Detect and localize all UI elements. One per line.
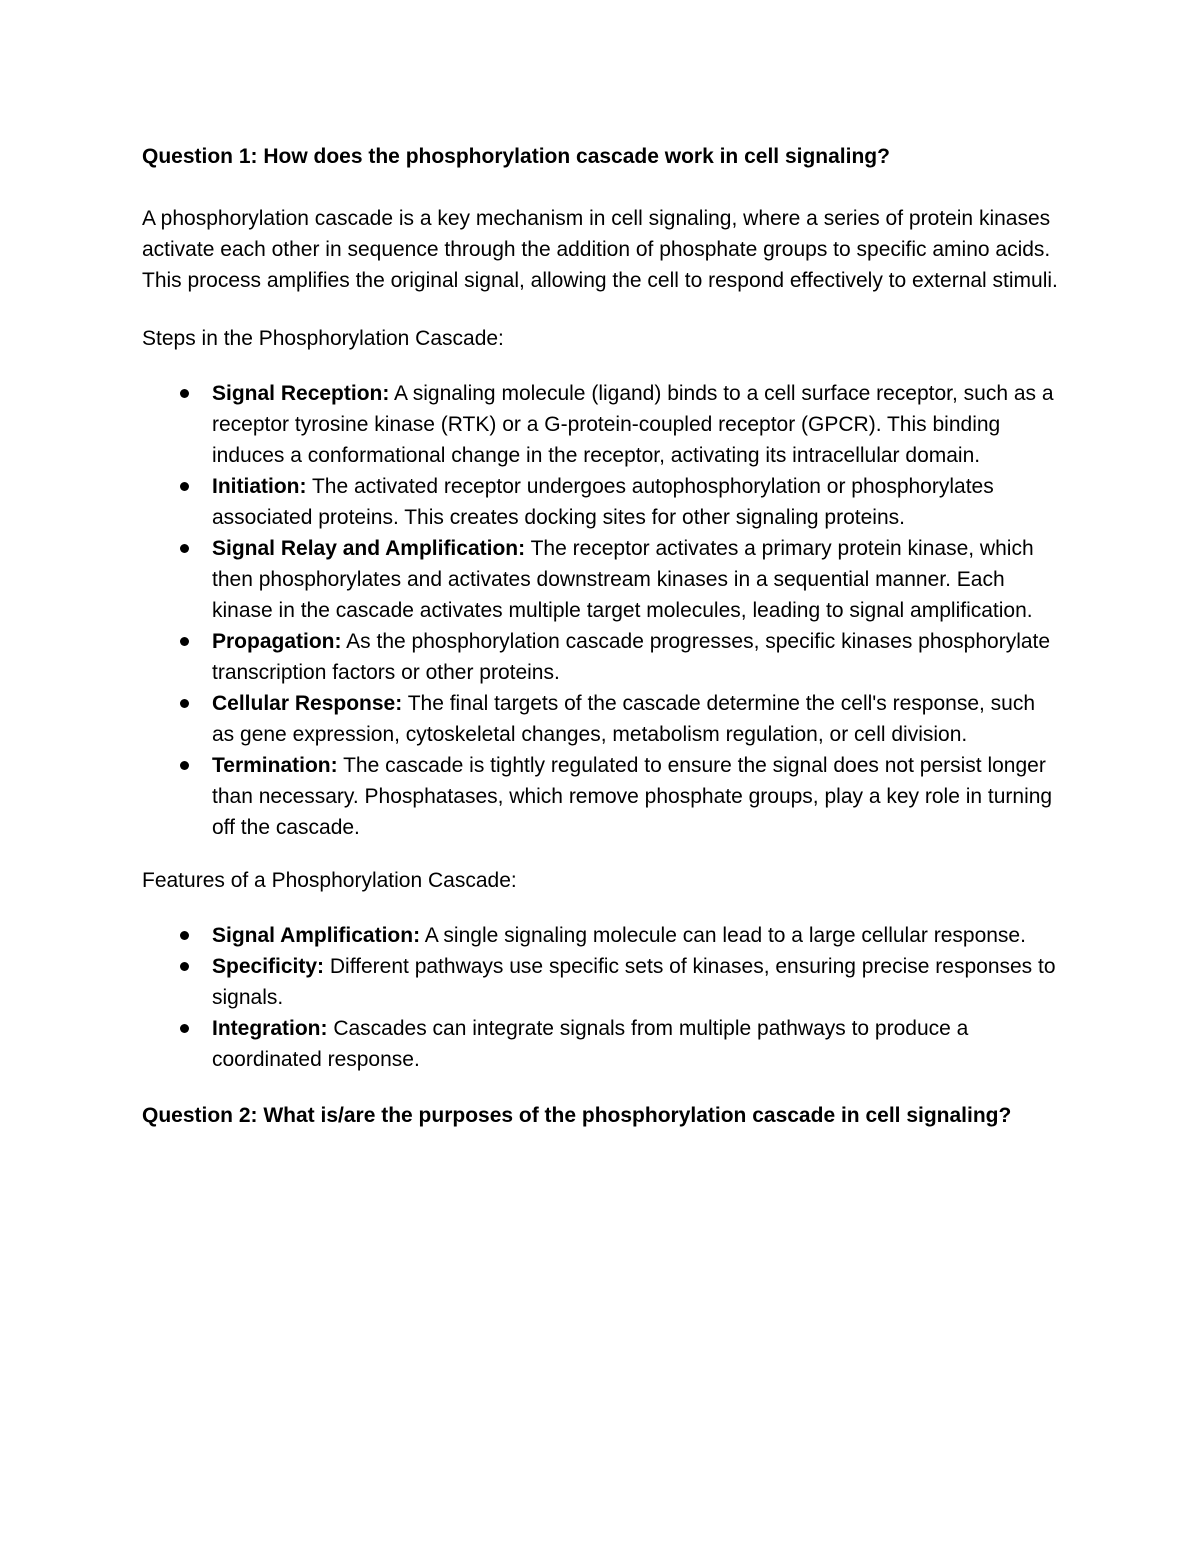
list-item-term: Initiation:	[212, 475, 307, 498]
list-item-text: The cascade is tightly regulated to ensure the signal does not persist longer than necessary. Phosphatases, which remove phosphate groups, play a key role in turning off the cascade.	[212, 754, 1053, 839]
bullet-icon	[180, 389, 189, 398]
list-item-text: A signaling molecule (ligand) binds to a cell surface receptor, such as a receptor tyrosine kinase (RTK) or a G-protein-coupled receptor (GPCR). This binding induces a conformational change in the receptor, activating its intracellular domain.	[212, 382, 1054, 467]
bullet-icon	[180, 931, 189, 940]
intro-paragraph: A phosphorylation cascade is a key mechanism in cell signaling, where a series of protein kinases activate each other in sequence through the addition of phosphate groups to specific amino acids. This process amplifies the original signal, allowing the cell to respond effectively to external stimuli.	[142, 207, 1058, 292]
list-item-text: The receptor activates a primary protein kinase, which then phosphorylates and activates downstream kinases in a sequential manner. Each kinase in the cascade activates multiple target molecules, leading to signal amplification.	[212, 537, 1034, 622]
steps-list	[142, 378, 1062, 843]
list-item-term: Termination:	[212, 754, 338, 777]
bullet-icon	[180, 1024, 189, 1033]
list-item-term: Integration:	[212, 1017, 328, 1040]
list-item-term: Cellular Response:	[212, 692, 403, 715]
list-item-text: Different pathways use specific sets of kinases, ensuring precise responses to signals.	[212, 955, 1056, 1009]
bullet-icon	[180, 699, 189, 708]
bullet-icon	[180, 637, 189, 646]
list-item-term: Signal Amplification:	[212, 924, 421, 947]
list-item-text: The final targets of the cascade determine the cell's response, such as gene expression, cytoskeletal changes, metabolism regulation, or cell division.	[212, 692, 1036, 746]
list-item-text: As the phosphorylation cascade progresses, specific kinases phosphorylate transcription factors or other proteins.	[212, 630, 1051, 684]
question-2-heading: Question 2: What is/are the purposes of the phosphorylation cascade in cell signaling?	[142, 1104, 1012, 1127]
list-item-term: Signal Relay and Amplification:	[212, 537, 526, 560]
features-heading: Features of a Phosphorylation Cascade:	[142, 869, 517, 892]
list-item-text: Cascades can integrate signals from multiple pathways to produce a coordinated response.	[212, 1017, 969, 1071]
bullet-icon	[180, 761, 189, 770]
list-item	[142, 920, 1062, 951]
list-item-text: The activated receptor undergoes autophosphorylation or phosphorylates associated proteins. This creates docking sites for other signaling proteins.	[212, 475, 994, 529]
list-item-term: Propagation:	[212, 630, 342, 653]
document-page	[142, 141, 1062, 1131]
list-item	[142, 378, 1062, 471]
list-item-text: A single signaling molecule can lead to a large cellular response.	[420, 924, 1026, 947]
list-item	[142, 1013, 1062, 1075]
list-item	[142, 750, 1062, 843]
steps-heading: Steps in the Phosphorylation Cascade:	[142, 327, 504, 350]
features-list	[142, 920, 1062, 1075]
bullet-icon	[180, 482, 189, 491]
list-item	[142, 471, 1062, 533]
bullet-icon	[180, 544, 189, 553]
list-item-term: Signal Reception:	[212, 382, 390, 405]
list-item	[142, 626, 1062, 688]
list-item	[142, 533, 1062, 626]
list-item-term: Specificity:	[212, 955, 325, 978]
list-item	[142, 951, 1062, 1013]
question-1-heading: Question 1: How does the phosphorylation cascade work in cell signaling?	[142, 145, 890, 168]
list-item	[142, 688, 1062, 750]
bullet-icon	[180, 962, 189, 971]
